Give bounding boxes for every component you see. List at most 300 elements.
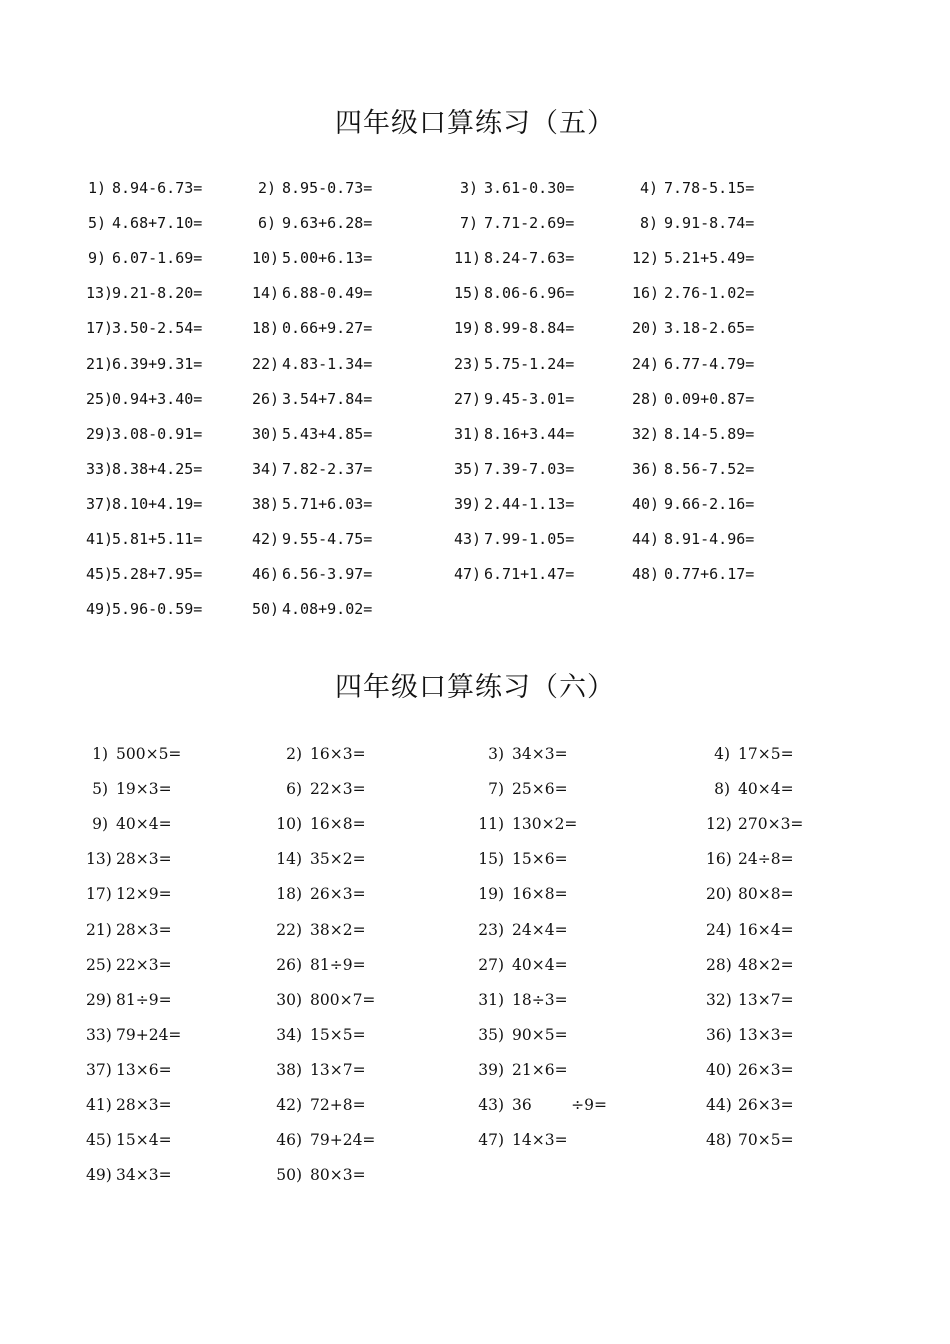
exercise-item — [632, 424, 754, 444]
exercise-item — [270, 920, 366, 940]
exercise-expression: 26×3= — [738, 1060, 794, 1079]
exercise-expression: 8.91-4.96= — [664, 530, 755, 548]
exercise-expression: 72+8= — [310, 1096, 366, 1114]
exercise-number: 44) — [706, 1096, 732, 1114]
exercise-number: 33) — [86, 1025, 112, 1044]
exercise-expression: 28×3= — [116, 920, 172, 939]
exercise-expression: 8.94-6.73= — [112, 179, 203, 197]
exercise-number: 14) — [276, 850, 302, 869]
exercise-number: 42) — [276, 1096, 302, 1114]
exercise-number: 30) — [276, 990, 302, 1009]
exercise-item — [252, 459, 372, 479]
exercise-number: 48) — [706, 1131, 732, 1150]
exercise-expression: 3.18-2.65= — [664, 319, 755, 338]
exercise-number: 41) — [86, 530, 114, 548]
exercise-expression: 5.00+6.13= — [282, 249, 373, 268]
exercise-expression: 28×3= — [116, 850, 172, 869]
exercise-number: 30) — [252, 424, 280, 443]
exercise-expression: 6.39+9.31= — [112, 354, 203, 373]
exercise-item — [454, 389, 574, 409]
exercise-number: 23) — [478, 920, 504, 939]
exercise-number: 27) — [478, 955, 504, 974]
exercise-item — [86, 1130, 172, 1150]
exercise-expression: 79+24= — [310, 1131, 376, 1150]
exercise-item — [86, 744, 181, 764]
exercise-expression: 7.71-2.69= — [484, 214, 575, 233]
exercise-number: 10) — [252, 249, 280, 268]
exercise-item — [454, 459, 574, 479]
exercise-item — [706, 1095, 794, 1115]
exercise-expression: 80×3= — [310, 1166, 366, 1185]
exercise-number: 47) — [478, 1131, 504, 1150]
exercise-item — [270, 1165, 366, 1185]
exercise-expression: 24÷8= — [738, 850, 794, 869]
exercise-expression: 7.78-5.15= — [664, 179, 755, 197]
exercise-item — [252, 318, 372, 338]
exercise-expression: 7.99-1.05= — [484, 530, 575, 548]
exercise-item — [454, 354, 574, 374]
exercise-expression: 8.56-7.52= — [664, 459, 755, 478]
exercise-number: 28) — [632, 389, 660, 408]
exercise-item — [632, 459, 754, 479]
exercise-number: 8) — [714, 780, 730, 799]
exercise-number: 24) — [706, 920, 732, 939]
exercise-expression: 8.10+4.19= — [112, 494, 203, 513]
exercise-expression: 16×3= — [310, 745, 366, 763]
exercise-number: 13) — [86, 850, 112, 869]
exercise-number: 13) — [86, 284, 114, 303]
exercise-number: 50) — [252, 600, 280, 619]
exercise-item — [270, 884, 366, 904]
exercise-number: 22) — [276, 920, 302, 939]
exercise-item — [86, 494, 202, 514]
exercise-item — [270, 744, 366, 764]
exercise-item — [252, 213, 372, 233]
exercise-number: 21) — [86, 354, 114, 373]
exercise-expression: 3.08-0.91= — [112, 424, 203, 443]
exercise-expression: 81÷9= — [310, 955, 366, 974]
exercise-item — [706, 1025, 794, 1045]
exercise-item — [706, 1060, 794, 1080]
exercise-number: 43) — [478, 1096, 504, 1114]
exercise-item — [86, 318, 202, 338]
exercise-expression: 0.09+0.87= — [664, 389, 755, 408]
exercise-item — [632, 354, 754, 374]
exercise-expression: 5.75-1.24= — [484, 354, 575, 373]
exercise-item — [632, 213, 754, 233]
exercise-item — [86, 814, 172, 834]
exercise-item — [706, 744, 794, 764]
exercise-item — [86, 920, 172, 940]
exercise-number: 4) — [714, 745, 730, 763]
exercise-number: 39) — [454, 494, 482, 513]
exercise-expression: 5.71+6.03= — [282, 494, 373, 513]
exercise-item — [470, 920, 568, 940]
exercise-expression: 8.38+4.25= — [112, 459, 203, 478]
exercise-item — [470, 884, 568, 904]
section-6-title: 四年级口算练习（六） — [335, 672, 615, 703]
exercise-expression: 2.76-1.02= — [664, 284, 755, 303]
exercise-number: 1) — [92, 745, 108, 763]
exercise-expression: 35×2= — [310, 850, 366, 869]
exercise-number: 11) — [478, 815, 504, 834]
exercise-item — [454, 248, 574, 268]
exercise-number: 42) — [252, 530, 280, 548]
exercise-number: 50) — [276, 1166, 302, 1185]
exercise-expression: 4.68+7.10= — [112, 214, 203, 233]
exercise-number: 49) — [86, 600, 114, 619]
exercise-number: 38) — [252, 494, 280, 513]
exercise-item — [632, 529, 754, 549]
exercise-item — [252, 564, 372, 584]
exercise-number: 6) — [257, 214, 276, 233]
exercise-item — [270, 990, 375, 1010]
exercise-item — [270, 779, 366, 799]
exercise-expression: 38×2= — [310, 920, 366, 939]
exercise-item — [86, 564, 202, 584]
exercise-item — [252, 389, 372, 409]
exercise-number: 46) — [252, 565, 280, 584]
exercise-number: 38) — [276, 1060, 302, 1079]
exercise-expression: 8.95-0.73= — [282, 179, 373, 197]
exercise-number: 43) — [454, 530, 482, 548]
exercise-expression: 3.61-0.30= — [484, 179, 575, 197]
exercise-number: 33) — [86, 459, 114, 478]
exercise-expression: 8.24-7.63= — [484, 249, 575, 268]
exercise-item — [270, 849, 366, 869]
exercise-expression: 8.06-6.96= — [484, 284, 575, 303]
exercise-expression: 6.88-0.49= — [282, 284, 373, 303]
exercise-item — [706, 955, 794, 975]
exercise-number: 31) — [478, 990, 504, 1009]
exercise-number: 27) — [454, 389, 482, 408]
exercise-expression: 24×4= — [512, 920, 568, 939]
exercise-expression: 9.63+6.28= — [282, 214, 373, 233]
exercise-expression: 5.96-0.59= — [112, 600, 203, 619]
exercise-item — [632, 318, 754, 338]
exercise-expression: 18÷3= — [512, 990, 568, 1009]
exercise-item — [86, 459, 202, 479]
exercise-expression: 26×3= — [738, 1096, 794, 1114]
exercise-number: 17) — [86, 319, 114, 338]
exercise-item — [86, 849, 172, 869]
exercise-expression: 15×5= — [310, 1025, 366, 1044]
exercise-expression: 3.54+7.84= — [282, 389, 373, 408]
exercise-number: 3) — [488, 745, 504, 763]
exercise-expression: 7.39-7.03= — [484, 459, 575, 478]
exercise-item — [706, 1130, 794, 1150]
exercise-number: 45) — [86, 565, 114, 584]
exercise-expression: 7.82-2.37= — [282, 459, 373, 478]
exercise-item — [706, 779, 794, 799]
exercise-item — [270, 1095, 366, 1115]
exercise-expression: 800×7= — [310, 990, 376, 1009]
exercise-item — [252, 354, 372, 374]
exercise-expression: 48×2= — [738, 955, 794, 974]
exercise-item — [470, 1060, 568, 1080]
exercise-item — [86, 178, 202, 198]
exercise-item — [470, 1095, 607, 1115]
exercise-expression: 2.44-1.13= — [484, 494, 575, 513]
exercise-number: 47) — [454, 565, 482, 584]
exercise-expression: 34×3= — [512, 745, 568, 763]
exercise-expression: 13×6= — [116, 1060, 172, 1079]
exercise-item — [454, 494, 574, 514]
exercise-number: 7) — [459, 214, 478, 233]
exercise-item — [454, 424, 574, 444]
exercise-item — [86, 424, 202, 444]
exercise-expression: 81÷9= — [116, 990, 172, 1009]
exercise-expression: 6.56-3.97= — [282, 565, 373, 584]
exercise-number: 44) — [632, 530, 660, 548]
exercise-expression: 21×6= — [512, 1060, 568, 1079]
exercise-number: 49) — [86, 1166, 112, 1185]
exercise-number: 41) — [86, 1096, 112, 1114]
exercise-number: 14) — [252, 284, 280, 303]
exercise-number: 2) — [257, 179, 276, 197]
exercise-expression: 25×6= — [512, 780, 568, 799]
exercise-item — [470, 814, 577, 834]
exercise-item — [86, 354, 202, 374]
exercise-item — [86, 213, 202, 233]
exercise-item — [86, 884, 172, 904]
exercise-number: 48) — [632, 565, 660, 584]
exercise-expression: 15×4= — [116, 1131, 172, 1150]
exercise-item — [470, 779, 568, 799]
exercise-expression: 26×3= — [310, 885, 366, 904]
exercise-number: 18) — [276, 885, 302, 904]
exercise-number: 25) — [86, 955, 112, 974]
exercise-expression: 6.07-1.69= — [112, 249, 203, 268]
exercise-number: 6) — [286, 780, 302, 799]
exercise-item — [86, 1095, 172, 1115]
exercise-item — [632, 178, 754, 198]
exercise-number: 26) — [252, 389, 280, 408]
exercise-item — [252, 599, 372, 619]
exercise-expression: 13×7= — [310, 1060, 366, 1079]
exercise-item — [706, 884, 794, 904]
exercise-item — [86, 529, 202, 549]
exercise-item — [454, 178, 574, 198]
exercise-item — [86, 955, 172, 975]
exercise-number: 12) — [632, 249, 660, 268]
exercise-expression: 79+24= — [116, 1025, 182, 1044]
exercise-expression: 8.14-5.89= — [664, 424, 755, 443]
exercise-expression: 13×7= — [738, 990, 794, 1009]
exercise-number: 37) — [86, 494, 114, 513]
exercise-number: 8) — [639, 214, 658, 233]
exercise-item — [632, 389, 754, 409]
exercise-expression: 3.50-2.54= — [112, 319, 203, 338]
exercise-expression: 9.55-4.75= — [282, 530, 373, 548]
exercise-expression: 22×3= — [310, 780, 366, 799]
exercise-number: 1) — [87, 179, 106, 197]
exercise-expression: 70×5= — [738, 1131, 794, 1150]
exercise-number: 45) — [86, 1131, 112, 1150]
exercise-expression: 0.94+3.40= — [112, 389, 203, 408]
exercise-number: 11) — [454, 249, 482, 268]
exercise-expression: 15×6= — [512, 850, 568, 869]
exercise-number: 29) — [86, 990, 112, 1009]
exercise-item — [252, 248, 372, 268]
exercise-number: 9) — [92, 815, 108, 834]
exercise-item — [706, 849, 794, 869]
exercise-expression: 4.83-1.34= — [282, 354, 373, 373]
exercise-expression: 19×3= — [116, 780, 172, 799]
exercise-expression: 40×4= — [512, 955, 568, 974]
exercise-item — [454, 283, 574, 303]
exercise-item — [470, 955, 568, 975]
exercise-number: 3) — [459, 179, 478, 197]
exercise-number: 21) — [86, 920, 112, 939]
exercise-item — [454, 213, 574, 233]
exercise-number: 40) — [632, 494, 660, 513]
exercise-number: 22) — [252, 354, 280, 373]
exercise-number: 36) — [706, 1025, 732, 1044]
exercise-expression: 9.21-8.20= — [112, 284, 203, 303]
exercise-item — [470, 744, 568, 764]
exercise-expression: 9.66-2.16= — [664, 494, 755, 513]
exercise-number: 37) — [86, 1060, 112, 1079]
exercise-expression: 14×3= — [512, 1131, 568, 1150]
exercise-item — [270, 955, 366, 975]
exercise-expression: 17×5= — [738, 745, 794, 763]
exercise-item — [706, 920, 794, 940]
exercise-number: 24) — [632, 354, 660, 373]
exercise-item — [86, 1025, 181, 1045]
exercise-expression: 6.71+1.47= — [484, 565, 575, 584]
exercise-expression: 8.99-8.84= — [484, 319, 575, 338]
exercise-number: 46) — [276, 1131, 302, 1150]
exercise-number: 16) — [706, 850, 732, 869]
exercise-number: 25) — [86, 389, 114, 408]
exercise-expression: 9.91-8.74= — [664, 214, 755, 233]
exercise-expression: 16×8= — [310, 815, 366, 834]
exercise-item — [86, 283, 202, 303]
exercise-number: 15) — [454, 284, 482, 303]
exercise-item — [632, 564, 754, 584]
exercise-item — [470, 1025, 568, 1045]
exercise-number: 29) — [86, 424, 114, 443]
exercise-item — [86, 1165, 172, 1185]
exercise-item — [470, 1130, 568, 1150]
exercise-expression: 16×4= — [738, 920, 794, 939]
exercise-expression: 5.81+5.11= — [112, 530, 203, 548]
exercise-number: 32) — [632, 424, 660, 443]
exercise-number: 26) — [276, 955, 302, 974]
exercise-number: 28) — [706, 955, 732, 974]
exercise-number: 35) — [478, 1025, 504, 1044]
exercise-number: 15) — [478, 850, 504, 869]
exercise-item — [252, 178, 372, 198]
exercise-number: 34) — [276, 1025, 302, 1044]
exercise-expression: 40×4= — [738, 780, 794, 799]
exercise-number: 34) — [252, 459, 280, 478]
exercise-item — [632, 494, 754, 514]
exercise-item — [454, 318, 574, 338]
exercise-number: 5) — [87, 214, 106, 233]
exercise-expression: 4.08+9.02= — [282, 600, 373, 619]
exercise-number: 10) — [276, 815, 302, 834]
exercise-number: 16) — [632, 284, 660, 303]
exercise-number: 32) — [706, 990, 732, 1009]
exercise-item — [470, 990, 568, 1010]
exercise-number: 5) — [92, 780, 108, 799]
section-5-title: 四年级口算练习（五） — [335, 108, 615, 139]
exercise-item — [252, 494, 372, 514]
exercise-item — [86, 1060, 172, 1080]
exercise-expression: 5.21+5.49= — [664, 249, 755, 268]
exercise-expression: 0.66+9.27= — [282, 319, 373, 338]
exercise-expression: 5.28+7.95= — [112, 565, 203, 584]
exercise-item — [454, 529, 574, 549]
exercise-item — [86, 599, 202, 619]
exercise-number: 7) — [488, 780, 504, 799]
exercise-number: 36) — [632, 459, 660, 478]
exercise-expression: 16×8= — [512, 885, 568, 904]
exercise-item — [252, 424, 372, 444]
exercise-number: 31) — [454, 424, 482, 443]
exercise-number: 4) — [639, 179, 658, 197]
exercise-item — [86, 779, 172, 799]
exercise-number: 23) — [454, 354, 482, 373]
exercise-item — [86, 389, 202, 409]
exercise-number: 19) — [454, 319, 482, 338]
exercise-item — [86, 248, 202, 268]
exercise-expression: 22×3= — [116, 955, 172, 974]
exercise-number: 2) — [286, 745, 302, 763]
exercise-item — [632, 283, 754, 303]
exercise-item — [270, 1060, 366, 1080]
exercise-expression: 12×9= — [116, 885, 172, 904]
exercise-expression: 80×8= — [738, 885, 794, 904]
exercise-expression: 9.45-3.01= — [484, 389, 575, 408]
exercise-number: 35) — [454, 459, 482, 478]
exercise-number: 40) — [706, 1060, 732, 1079]
exercise-expression: 13×3= — [738, 1025, 794, 1044]
exercise-number: 39) — [478, 1060, 504, 1079]
exercise-item — [270, 814, 366, 834]
exercise-item — [706, 990, 794, 1010]
exercise-expression: 40×4= — [116, 815, 172, 834]
exercise-item — [252, 283, 372, 303]
exercise-item — [470, 849, 568, 869]
exercise-item — [252, 529, 372, 549]
exercise-expression: 5.43+4.85= — [282, 424, 373, 443]
exercise-expression: 130×2= — [512, 815, 578, 834]
exercise-item — [454, 564, 574, 584]
exercise-number: 18) — [252, 319, 280, 338]
exercise-item — [270, 1025, 366, 1045]
exercise-expression: 90×5= — [512, 1025, 568, 1044]
exercise-number: 20) — [632, 319, 660, 338]
exercise-number: 12) — [706, 815, 732, 834]
exercise-expression: 36 ÷9= — [512, 1096, 607, 1114]
exercise-expression: 8.16+3.44= — [484, 424, 575, 443]
exercise-number: 19) — [478, 885, 504, 904]
exercise-item — [706, 814, 803, 834]
exercise-expression: 28×3= — [116, 1096, 172, 1114]
exercise-number: 20) — [706, 885, 732, 904]
exercise-expression: 500×5= — [116, 745, 182, 763]
exercise-expression: 270×3= — [738, 815, 804, 834]
exercise-number: 17) — [86, 885, 112, 904]
exercise-expression: 0.77+6.17= — [664, 565, 755, 584]
exercise-item — [270, 1130, 375, 1150]
exercise-expression: 6.77-4.79= — [664, 354, 755, 373]
exercise-number: 9) — [87, 249, 106, 268]
exercise-item — [86, 990, 172, 1010]
